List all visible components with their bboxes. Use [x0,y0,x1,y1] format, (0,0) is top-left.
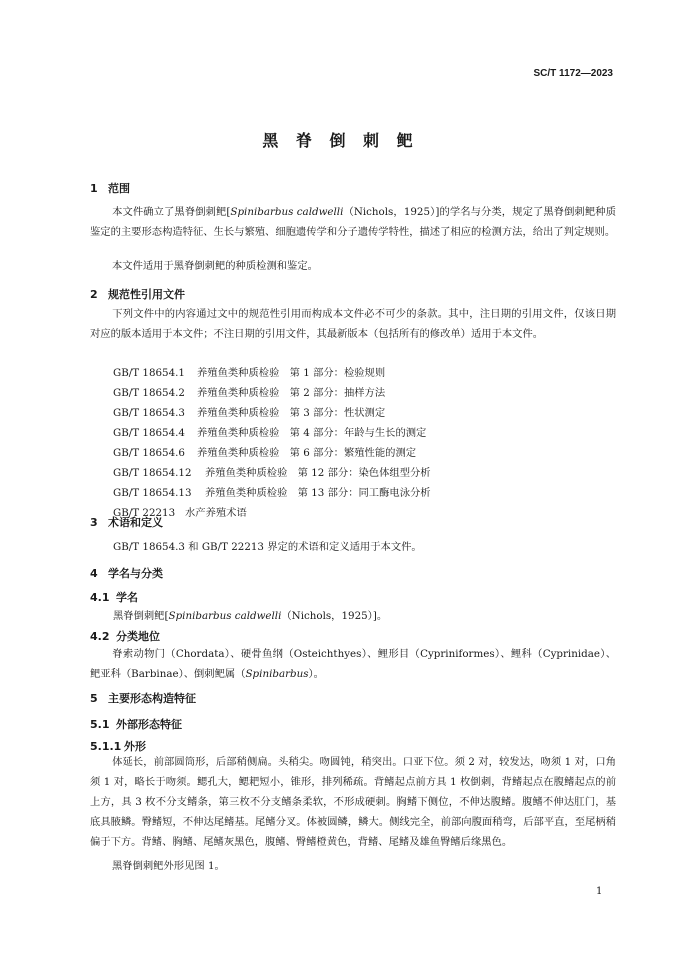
reference-item: GB/T 22213 水产养殖术语 [113,507,247,519]
section-number: 2 [90,288,98,301]
reference-item: GB/T 18654.12 养殖鱼类种质检验 第 12 部分：染色体组型分析 [113,467,431,479]
reference-item: GB/T 18654.3 养殖鱼类种质检验 第 3 部分：性状测定 [113,407,386,419]
section-number: 4.1 [90,591,110,604]
subsection-5-1-1-paragraph-1: 体延长，前部圆筒形，后部稍侧扁。头稍尖。吻圆钝，稍突出。口亚下位。须 2 对，较发达，吻须 1 对，口角须 1 对，略长于吻须。鳃孔大，鳃耙短小，锥形，排列稀疏。背鳍起点前方具 1 枚倒刺，背鳍起点在腹鳍起点的前上方，具 3 枚不分支鳍条，第三枚不分支鳍条柔软，不形成硬刺。胸鳍下侧位，不伸达腹鳍。腹鳍不伸达肛门，基底具腋鳞。臀鳍短，不伸达尾鳍基。尾鳍分叉。体被圆鳞，鳞大。侧线完全，前部向腹面稍弯，后部平直，至尾柄稍偏于下方。背鳍、胸鳍、尾鳍灰黑色，腹鳍、臀鳍橙黄色，背鳍、尾鳍及雄鱼臀鳍后缘黑色。 [90,756,616,848]
section-number: 1 [90,182,98,195]
section-5-heading [90,690,196,706]
section-1-paragraph-2: 本文件适用于黑脊倒刺鲃的种质检测和鉴定。 [112,260,318,272]
section-title: 外形 [124,740,146,753]
section-3-heading [90,514,163,530]
reference-item: GB/T 18654.2 养殖鱼类种质检验 第 2 部分：抽样方法 [113,387,386,399]
section-3-paragraph-1: GB/T 18654.3 和 GB/T 22213 界定的术语和定义适用于本文件。 [113,541,422,553]
reference-item: GB/T 18654.4 养殖鱼类种质检验 第 4 部分：年龄与生长的测定 [113,427,427,439]
latin-name: Spinibarbus caldwelli [230,206,344,218]
section-1-paragraph-1: 本文件确立了黑脊倒刺鲃[Spinibarbus caldwelli（Nichols，1925）]的学名与分类，规定了黑脊倒刺鲃种质鉴定的主要形态构造特征、生长与繁殖、细胞遗传学和分子遗传学特性，描述了相应的检测方法，给出了判定规则。 [90,206,616,238]
document-title: 黑 脊 倒 刺 鲃 [262,131,419,150]
section-title: 术语和定义 [108,516,163,529]
section-title: 分类地位 [116,630,160,643]
standard-code: SC/T 1172—2023 [533,68,613,79]
reference-item: GB/T 18654.13 养殖鱼类种质检验 第 13 部分：同工酶电泳分析 [113,487,431,499]
section-number: 4.2 [90,630,110,643]
section-title: 主要形态构造特征 [108,692,196,705]
section-2-heading [90,286,185,302]
subsection-4-2-heading [90,628,160,644]
latin-name: Spinibarbus [245,668,309,680]
section-title: 外部形态特征 [116,718,182,731]
reference-item: GB/T 18654.1 养殖鱼类种质检验 第 1 部分：检验规则 [113,367,386,379]
reference-item: GB/T 18654.6 养殖鱼类种质检验 第 6 部分：繁殖性能的测定 [113,447,417,459]
section-title: 范围 [108,182,130,195]
subsection-5-1-heading [90,716,182,732]
section-number: 3 [90,516,98,529]
page-number: 1 [596,886,603,897]
section-number: 5 [90,692,98,705]
subsection-4-1-heading [90,589,138,605]
subsection-5-1-1-paragraph-2: 黑脊倒刺鲃外形见图 1。 [112,860,225,872]
section-number: 5.1.1 [90,740,122,753]
section-number: 5.1 [90,718,110,731]
subsection-4-1-paragraph: 黑脊倒刺鲃[Spinibarbus caldwelli（Nichols，1925）]。 [113,610,388,622]
section-number: 4 [90,567,98,580]
section-4-heading [90,565,163,581]
subsection-4-2-paragraph: 脊索动物门（Chordata）、硬骨鱼纲（Osteichthyes）、鲤形目（Cypriniformes）、鲤科（Cyprinidae）、鲃亚科（Barbinae）、倒刺鲃属（Spinibarbus）。 [90,648,616,680]
section-2-paragraph-1: 下列文件中的内容通过文中的规范性引用而构成本文件必不可少的条款。其中，注日期的引用文件，仅该日期对应的版本适用于本文件；不注日期的引用文件，其最新版本（包括所有的修改单）适用于本文件。 [90,308,616,340]
latin-name: Spinibarbus caldwelli [168,610,282,622]
section-title: 学名 [116,591,138,604]
section-title: 规范性引用文件 [108,288,185,301]
section-1-heading [90,180,130,196]
section-title: 学名与分类 [108,567,163,580]
